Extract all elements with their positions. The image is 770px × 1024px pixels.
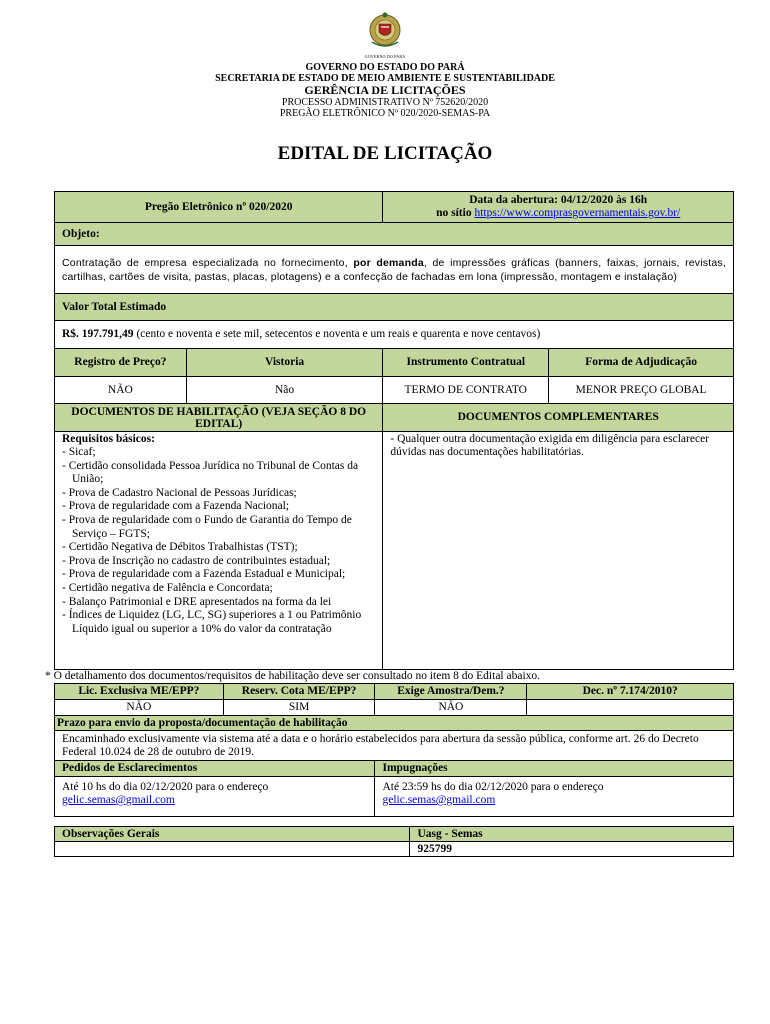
header-reserv-cota: Reserv. Cota ME/EPP? [223, 684, 375, 700]
opening-info [383, 192, 734, 223]
value-vistoria: Não [186, 377, 383, 404]
value-lic-exclusiva: NÃO [55, 700, 224, 716]
complementary-text: - Qualquer outra documentação exigida em diligência para esclarecer dúvidas nas documentações habilitatórias. [383, 432, 734, 670]
object-text-part1: Contratação de empresa especializada no fornecimento, [62, 256, 348, 269]
object-text-bold: por demanda [353, 256, 424, 269]
observations-value [55, 842, 410, 857]
uasg-label: Uasg - Semas [410, 827, 734, 842]
list-item: - Prova de regularidade com o Fundo de Garantia do Tempo de Serviço – FGTS; [62, 513, 352, 540]
uasg-code: 925799 [410, 842, 734, 857]
value-instrumento: TERMO DE CONTRATO [383, 377, 549, 404]
requests-label: Pedidos de Esclarecimentos [55, 761, 375, 777]
state-seal-icon [367, 10, 403, 54]
header-exige-amostra: Exige Amostra/Dem.? [375, 684, 527, 700]
list-item: - Sicaf; [62, 446, 96, 458]
list-item: - Prova de regularidade com a Fazenda Estadual e Municipal; [62, 568, 346, 581]
header-lic-exclusiva: Lic. Exclusiva ME/EPP? [55, 684, 224, 700]
value-row [55, 321, 734, 349]
flags-table [54, 683, 734, 817]
header-instrumento: Instrumento Contratual [383, 349, 549, 377]
value-exige-amostra: NÃO [375, 700, 527, 716]
impugnations-text: Até 23:59 hs do dia 02/12/2020 para o endereço [382, 781, 604, 793]
document-title: EDITAL DE LICITAÇÃO [277, 143, 493, 164]
basic-requirements-label: Requisitos básicos: [62, 433, 155, 445]
value-reserv-cota: SIM [223, 700, 375, 716]
deadline-text: Encaminhado exclusivamente via sistema até a data e o horário estabelecidos para abertura da sessão pública, conforme art. 26 do Decreto Federal 10.024 de 28 de outubro de 2019. [55, 731, 734, 761]
department-name: GERÊNCIA DE LICITAÇÕES [304, 83, 466, 97]
value-label: Valor Total Estimado [55, 294, 734, 321]
process-number: PROCESSO ADMINISTRATIVO Nº 752620/2020 [281, 97, 489, 108]
habilitacao-header: DOCUMENTOS DE HABILITAÇÃO (VEJA SEÇÃO 8 DO EDITAL) [55, 404, 383, 432]
list-item: - Certidão consolidada Pessoa Jurídica no Tribunal de Contas da União; [62, 459, 359, 486]
impugnations-email-link[interactable]: gelic.semas@gmail.com [382, 794, 496, 806]
requirements-cell [55, 432, 383, 670]
requests-email-link[interactable]: gelic.semas@gmail.com [62, 794, 175, 806]
list-item: - Balanço Patrimonial e DRE apresentados na forma da lei [62, 595, 332, 608]
list-item: - Prova de regularidade com a Fazenda Nacional; [62, 500, 290, 513]
header-registro-preco: Registro de Preço? [55, 349, 187, 377]
list-item: - Certidão Negativa de Débitos Trabalhistas (TST); [62, 541, 298, 554]
value-amount: R$. 197.791,49 [62, 328, 134, 340]
value-decreto [527, 700, 734, 716]
impugnations-label: Impugnações [375, 761, 734, 777]
pregao-label: Pregão Eletrônico nº 020/2020 [55, 192, 383, 223]
requests-text: Até 10 hs do dia 02/12/2020 para o endereço [62, 781, 269, 793]
observations-table [54, 826, 734, 857]
value-words: (cento e noventa e sete mil, setecentos e noventa e um reais e quarenta e nove centavos) [133, 328, 541, 340]
footnote: * O detalhamento dos documentos/requisitos de habilitação deve ser consultado no item 8 do Edital abaixo. [45, 670, 541, 682]
list-item: - Prova de Cadastro Nacional de Pessoas Jurídicas; [62, 486, 297, 499]
header-adjudicacao: Forma de Adjudicação [549, 349, 734, 377]
complementares-header: DOCUMENTOS COMPLEMENTARES [383, 404, 734, 432]
list-item: - Prova de Inscrição no cadastro de contribuintes estadual; [62, 554, 331, 567]
list-item: - Índices de Liquidez (LG, LC, SG) superiores a 1 ou Patrimônio Líquido igual ou superior a 10% do valor da contratação [62, 609, 362, 635]
impugnations-cell [375, 777, 734, 817]
object-text-part2: , de impressões gráficas (banners, faixas, jornais, revistas, cartilhas, cartões de visita, pastas, placas, plotagens) e a confecção de fachadas em lona (impressão, montagem e instalação) [62, 256, 726, 283]
site-prefix: no sítio [436, 207, 472, 219]
object-text [55, 246, 734, 294]
seal-caption: GOVERNO DO PARÁ [364, 54, 406, 59]
summary-table [54, 191, 734, 670]
observations-label: Observações Gerais [55, 827, 410, 842]
header-vistoria: Vistoria [186, 349, 383, 377]
government-name: GOVERNO DO ESTADO DO PARÁ [305, 62, 465, 73]
secretariat-name: SECRETARIA DE ESTADO DE MEIO AMBIENTE E SUSTENTABILIDADE [215, 73, 555, 84]
compras-governamentais-link[interactable]: https://www.comprasgovernamentais.gov.br/ [474, 207, 681, 219]
requests-cell [55, 777, 375, 817]
value-adjudicacao: MENOR PREÇO GLOBAL [549, 377, 734, 404]
opening-date: Data da abertura: 04/12/2020 às 16h [469, 194, 648, 206]
document-header [0, 10, 770, 119]
pregao-number: PREGÃO ELETRÔNICO Nº 020/2020-SEMAS-PA [279, 108, 491, 119]
value-registro-preco: NÃO [55, 377, 187, 404]
deadline-label: Prazo para envio da proposta/documentação de habilitação [55, 716, 734, 731]
object-label: Objeto: [55, 223, 734, 246]
requirements-list [62, 446, 375, 636]
list-item: - Certidão negativa de Falência e Concordata; [62, 581, 273, 594]
header-decreto: Dec. nº 7.174/2010? [527, 684, 734, 700]
